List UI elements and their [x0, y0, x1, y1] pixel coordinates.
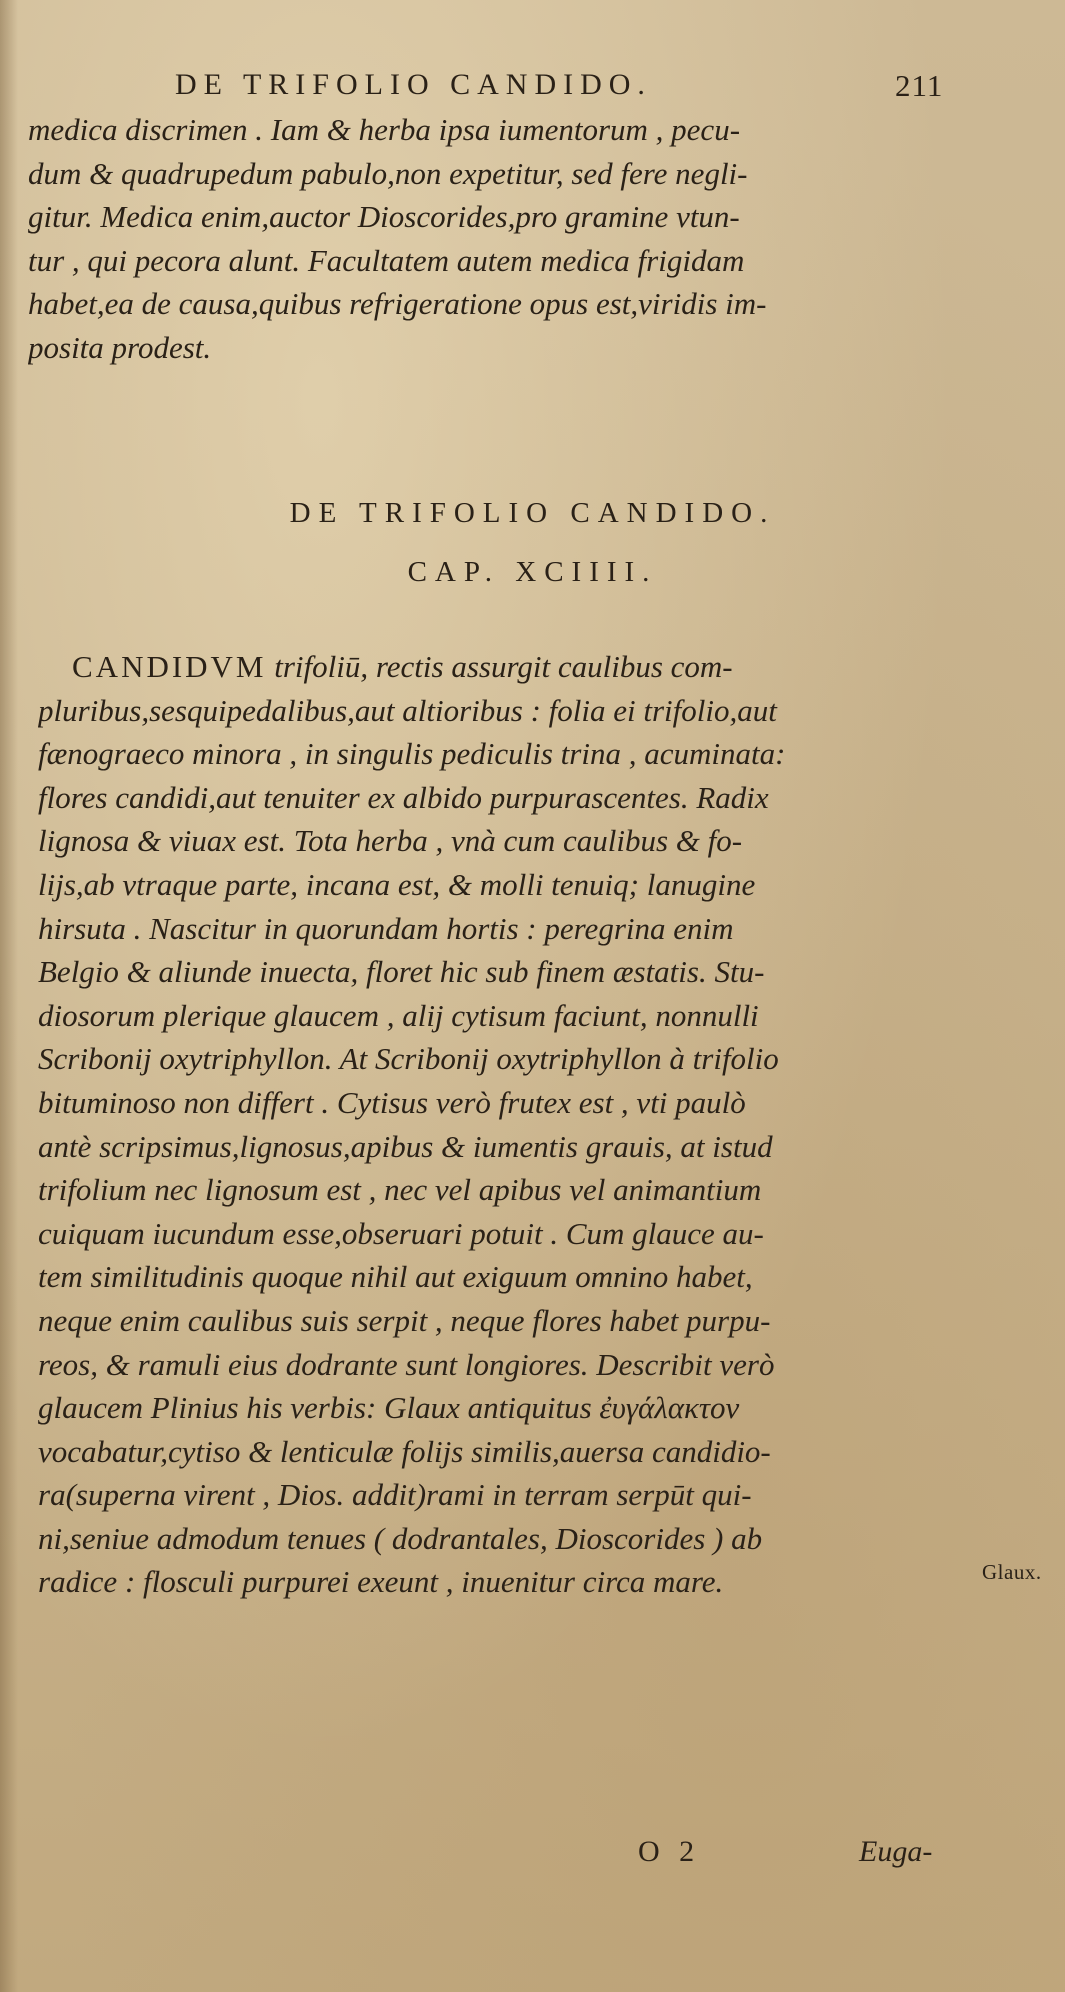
- text-line: flores candidi,aut tenuiter ex albido purpurascentes. Radix: [38, 779, 769, 815]
- text-line: radice : flosculi purpurei exeunt , inuenitur circa mare.: [38, 1564, 724, 1600]
- chapter-number: CAP. XCIIII.: [407, 556, 658, 588]
- text-line: cuiquam iucundum esse,obseruari potuit . Cum glauce au-: [38, 1215, 764, 1251]
- text-line: neque enim caulibus suis serpit , neque flores habet purpu-: [38, 1302, 771, 1338]
- catchword: Euga-: [859, 1835, 933, 1868]
- text-line: tur , qui pecora alunt. Facultatem autem medica frigidam: [28, 242, 745, 278]
- text-line: Scribonij oxytriphyllon. At Scribonij oxytriphyllon à trifolio: [38, 1041, 779, 1077]
- first-line-text: trifoliū, rectis assurgit caulibus com-: [266, 649, 733, 684]
- text-line: vocabatur,cytiso & lenticulæ folijs similis,auersa candidio-: [38, 1433, 771, 1469]
- text-line: dum & quadrupedum pabulo,non expetitur, sed fere negli-: [28, 155, 748, 191]
- text-line: reos, & ramuli eius dodrante sunt longiores. Describit verò: [38, 1346, 775, 1382]
- text-line: tem similitudinis quoque nihil aut exiguum omnino habet,: [38, 1259, 753, 1295]
- text-line: ni,seniue admodum tenues ( dodrantales, Dioscorides ) ab: [38, 1520, 763, 1556]
- catchline: [0, 1835, 1065, 1879]
- text-line: trifolium nec lignosum est , nec vel apibus vel animantium: [38, 1172, 762, 1208]
- text-line: Belgio & aliunde inuecta, floret hic sub finem æstatis. Stu-: [38, 954, 765, 990]
- paragraph-2: [38, 645, 968, 1604]
- text-line: ra(superna virent , Dios. addit)rami in terram serpūt qui-: [38, 1477, 752, 1513]
- text-line: medica discrimen . Iam & herba ipsa iumentorum , pecu-: [28, 112, 741, 147]
- text-line: diosorum plerique glaucem , alij cytisum faciunt, nonnulli: [38, 997, 759, 1033]
- text-line: hirsuta . Nascitur in quorundam hortis : peregrina enim: [38, 910, 734, 946]
- text-line: bituminoso non differt . Cytisus verò frutex est , vti paulò: [38, 1084, 746, 1120]
- running-head-title: DE TRIFOLIO CANDIDO.: [175, 68, 652, 101]
- text-line: habet,ea de causa,quibus refrigeratione opus est,viridis im-: [28, 286, 767, 322]
- page-number: 211: [895, 68, 944, 103]
- text-line: pluribus,sesquipedalibus,aut altioribus : folia ei trifolio,aut: [38, 692, 777, 728]
- margin-note: Glaux.: [982, 1560, 1042, 1584]
- text-line: fænograeco minora , in singulis pediculis trina , acuminata:: [38, 736, 786, 772]
- text-line: antè scripsimus,lignosus,apibus & iumentis grauis, at istud: [38, 1128, 773, 1164]
- text-line: lijs,ab vtraque parte, incana est, & molli tenuiq; lanugine: [38, 866, 756, 902]
- chapter-title: DE TRIFOLIO CANDIDO.: [289, 497, 776, 529]
- initial-word: CANDIDVM: [72, 649, 267, 684]
- page-gutter-shadow: [0, 0, 18, 1992]
- text-line: glaucem Plinius his verbis: Glaux antiquitus ἐυγάλακτον: [38, 1390, 740, 1426]
- signature-mark: O 2: [638, 1835, 701, 1868]
- text-line: gitur. Medica enim,auctor Dioscorides,pro gramine vtun-: [28, 199, 740, 235]
- text-line-first: [38, 645, 968, 689]
- paragraph-1: [28, 108, 988, 370]
- text-line: lignosa & viuax est. Tota herba , vnà cum caulibus & fo-: [38, 823, 743, 859]
- text-line: posita prodest.: [28, 329, 212, 365]
